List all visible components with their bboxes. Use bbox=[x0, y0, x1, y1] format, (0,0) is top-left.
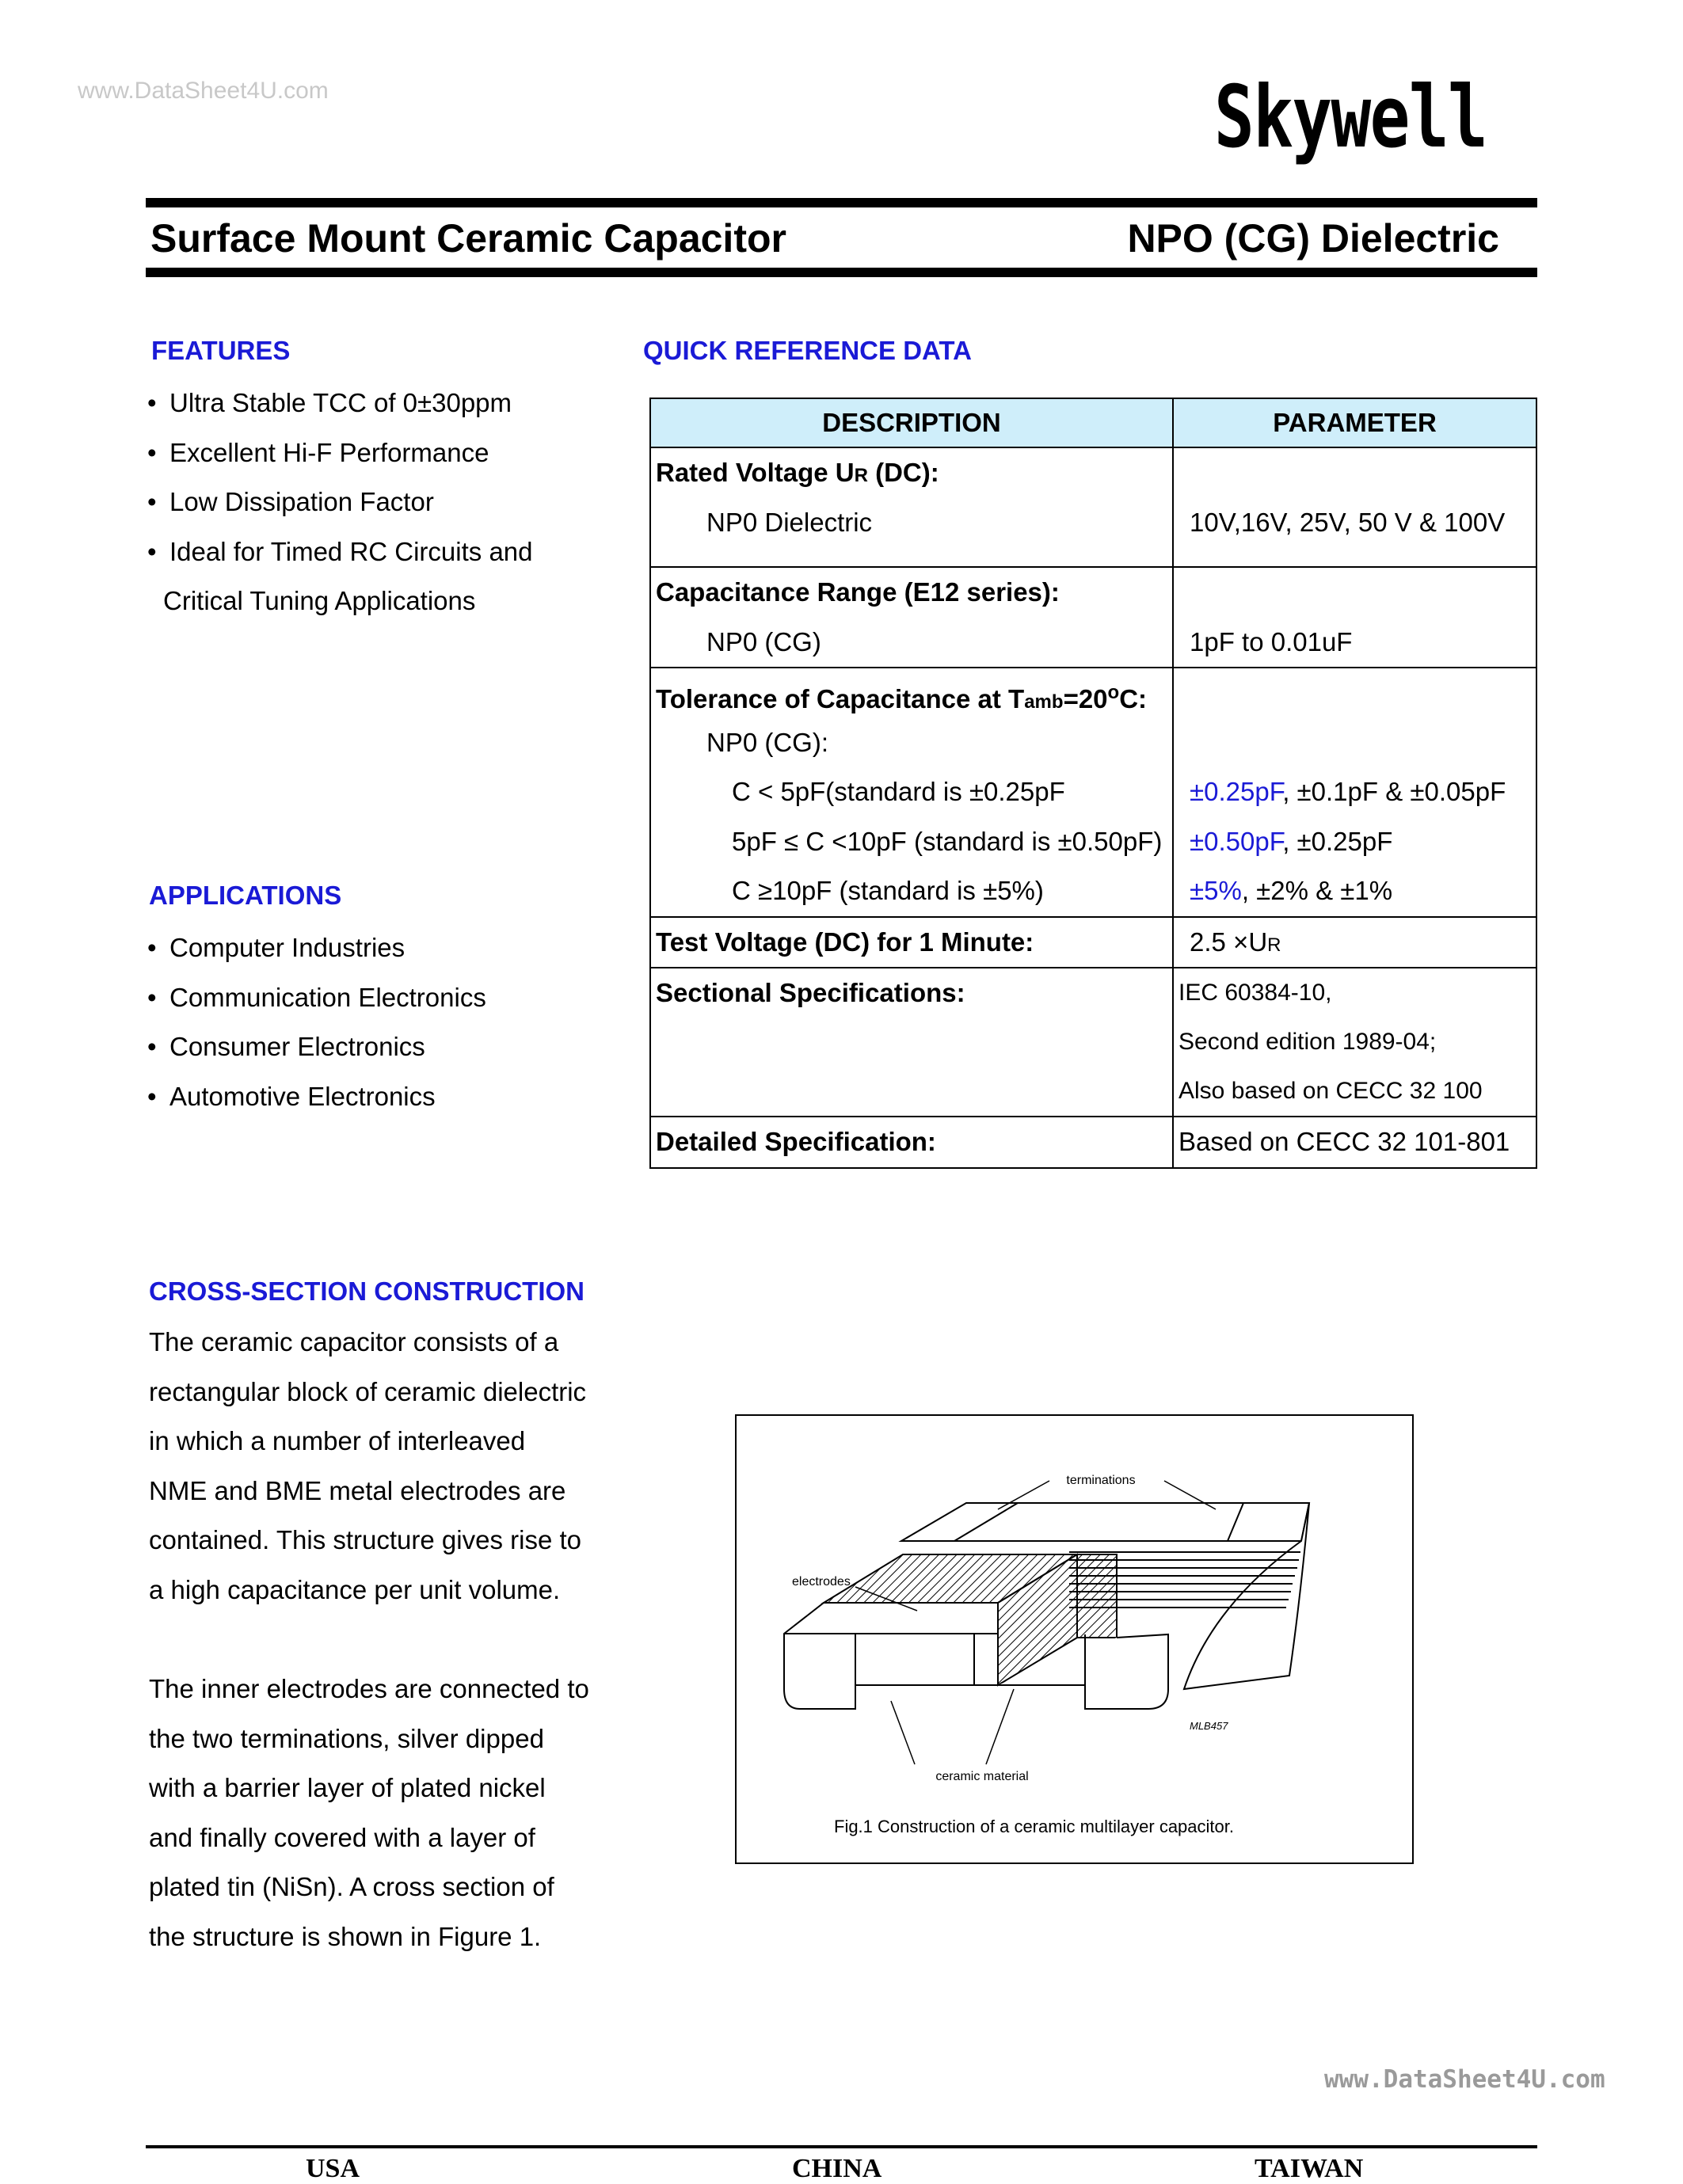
list-item-continuation: Critical Tuning Applications bbox=[163, 586, 476, 615]
table-row bbox=[650, 1117, 1536, 1168]
list-item: • Consumer Electronics bbox=[147, 1032, 425, 1061]
header-rule-bottom bbox=[146, 268, 1537, 277]
label-terminations: terminations bbox=[1066, 1474, 1136, 1487]
table-header-row bbox=[650, 398, 1536, 447]
footer-taiwan: TAIWAN bbox=[1255, 2154, 1364, 2183]
cell-cap-range-label: Capacitance Range (E12 series): NP0 (CG) bbox=[650, 567, 1173, 668]
cross-section-paragraph-2: The inner electrodes are connected to the two terminations, silver dipped with a barrier layer of plated nickel and finally covered with a layer of plated tin (NiSn). A cross section of the structure is shown in Figure 1. bbox=[149, 1674, 589, 1951]
cell-sectional-label: Sectional Specifications: bbox=[650, 968, 1173, 1117]
list-item: • Low Dissipation Factor bbox=[147, 487, 434, 516]
page-title: Surface Mount Ceramic Capacitor bbox=[150, 216, 786, 261]
footer-usa: USA bbox=[306, 2154, 360, 2183]
list-item: • Computer Industries bbox=[147, 933, 406, 962]
table-row bbox=[650, 968, 1536, 1117]
cross-section-heading: CROSS-SECTION CONSTRUCTION bbox=[149, 1277, 585, 1306]
cell-cap-range-value: 1pF to 0.01uF bbox=[1173, 567, 1536, 668]
features-list bbox=[147, 379, 533, 626]
watermark-top[interactable]: www.DataSheet4U.com bbox=[78, 78, 329, 104]
list-item: • Excellent Hi-F Performance bbox=[147, 437, 489, 467]
cell-sectional-value: IEC 60384-10, Second edition 1989-04; Also based on CECC 32 100 bbox=[1173, 968, 1536, 1117]
watermark-bottom[interactable]: www.DataSheet4U.com bbox=[1324, 2065, 1605, 2094]
capacitor-diagram bbox=[737, 1416, 1412, 1862]
figure-frame bbox=[735, 1414, 1414, 1864]
quick-ref-heading: QUICK REFERENCE DATA bbox=[643, 336, 972, 365]
header-rule-top bbox=[146, 198, 1537, 207]
leader-ceramic-left bbox=[891, 1701, 915, 1764]
quick-reference-table bbox=[649, 398, 1537, 1169]
cell-tolerance-value: ±0.25pF, ±0.1pF & ±0.05pF ±0.50pF, ±0.25pF ±5%, ±2% & ±1% bbox=[1173, 668, 1536, 917]
cell-detailed-value: Based on CECC 32 101-801 bbox=[1173, 1117, 1536, 1168]
footer-china: CHINA bbox=[792, 2154, 882, 2183]
leader-ceramic-right bbox=[986, 1689, 1014, 1764]
cell-test-voltage-label: Test Voltage (DC) for 1 Minute: bbox=[650, 917, 1173, 968]
table-row bbox=[650, 917, 1536, 968]
cell-detailed-label: Detailed Specification: bbox=[650, 1117, 1173, 1168]
label-electrodes: electrodes bbox=[792, 1575, 851, 1589]
cell-test-voltage-value: 2.5 ×UR bbox=[1173, 917, 1536, 968]
applications-list bbox=[147, 923, 486, 1121]
applications-heading: APPLICATIONS bbox=[149, 881, 342, 910]
footer-rule bbox=[146, 2145, 1537, 2148]
list-item: • Ultra Stable TCC of 0±30ppm bbox=[147, 388, 512, 417]
label-drawing-code: MLB457 bbox=[1190, 1720, 1228, 1732]
cell-tolerance-label: Tolerance of Capacitance at $Tamb=20^oC$: NP0 (CG): C < 5pF(standard is ±0.25pF 5pF ≤ C <10pF (standard is ±0.50pF) C ≥10pF (standard is ±5%) bbox=[650, 668, 1173, 917]
cell-rated-voltage-value: 10V,16V, 25V, 50 V & 100V bbox=[1173, 447, 1536, 567]
table-row bbox=[650, 668, 1536, 917]
dielectric-title: NPO (CG) Dielectric bbox=[1127, 216, 1499, 261]
list-item: • Communication Electronics bbox=[147, 982, 486, 1012]
table-row bbox=[650, 447, 1536, 567]
list-item: • Ideal for Timed RC Circuits and bbox=[147, 536, 533, 566]
col-parameter: PARAMETER bbox=[1173, 398, 1536, 447]
col-description: DESCRIPTION bbox=[650, 398, 1173, 447]
label-ceramic-material: ceramic material bbox=[935, 1770, 1029, 1783]
cell-rated-voltage-label: Rated Voltage UR (DC): NP0 Dielectric bbox=[650, 447, 1173, 567]
front-block bbox=[784, 1603, 998, 1709]
figure-caption: Fig.1 Construction of a ceramic multilayer capacitor. bbox=[834, 1817, 1234, 1836]
features-heading: FEATURES bbox=[151, 336, 291, 365]
brand-logo: Skywell bbox=[1213, 68, 1487, 167]
cross-section-paragraph-1: The ceramic capacitor consists of a rectangular block of ceramic dielectric in which a number of interleaved NME and BME metal electrodes are contained. This structure gives rise to a high capacitance per unit volume. bbox=[149, 1327, 587, 1604]
table-row bbox=[650, 567, 1536, 668]
list-item: • Automotive Electronics bbox=[147, 1081, 436, 1111]
